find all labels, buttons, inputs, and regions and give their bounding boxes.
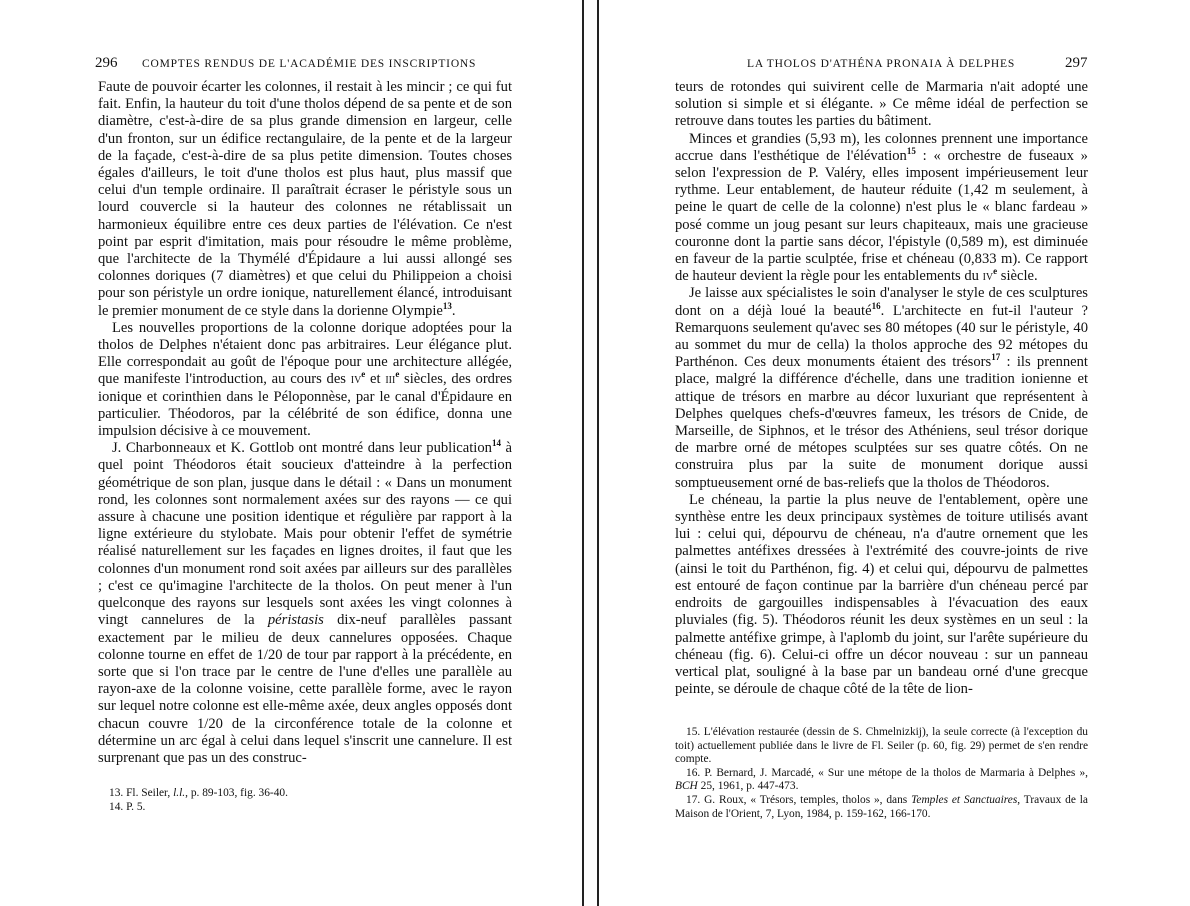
footnote: 13. Fl. Seiler, l.l., p. 89-103, fig. 36-40. [109, 787, 288, 799]
paragraph: J. Charbonneaux et K. Gottlob ont montré dans leur publication$^{14}$ à quel point Théodoros était soucieux d'atteindre à la perfection géométrique de son plan, jusque dans le détail : « Dans un monument rond, les colonnes sont normalement axées sur des rayons — ce qui assure à chacune une position identique et régulière par rapport à la ligne extérieure du stylobate. Mais pour obtenir l'effet de symétrie réalisé naturellement sur les façades en lignes droites, il faut que les colonnes d'un monument rond soit axées par ailleurs sur des parallèles ; c'est ce qu'imagine l'architecte de la tholos. On peut mener à l'un quelconque des rayons sur lesquels sont axées les vingt colonnes à vingt cannelures de la péristasis dix-neuf parallèles passant exactement par le milieu de deux cannelures opposées. Chaque colonne tourne en effet de 1/20 de tour par rapport à la précédente, en sorte que si l'on trace par le centre de l'une d'elles une parallèle au rayon-axe de la colonne voisine, cette parallèle forme, avec le rayon sur lequel notre colonne est elle-même axée, deux angles opposés dont chacun couvre 1/20 de la circonférence totale de la colonne et détermine un arc égal à celui dans lequel s'inscrit une cannelure. Il est surprenant que pas un des construc- [98, 438, 512, 766]
page-number: 297 [1065, 55, 1088, 71]
page-number: 296 [95, 55, 118, 71]
paragraph: Le chéneau, la partie la plus neuve de l'entablement, opère une synthèse entre les deux principaux systèmes de toiture utilisés avant lui : celui qui, dépourvu de chéneau, n'a d'autre ornement que les palmettes antéfixes dressées à l'extrémité des couvre-joints de rive (ainsi le toit du Parthénon, fig. 4) et celui qui, dépourvu de palmettes est entouré de façon continue par la barrière d'un chéneau percé par endroits de gargouilles indispensables à l'évacuation des eaux pluviales (fig. 5). Théodoros réunit les deux systèmes en un seul : la palmette antéfixe grimpe, à l'aplomb du joint, sur l'arête supérieure du chéneau (fig. 6). Celui-ci offre un décor nouveau : sur un panneau vertical plat, souligné à la base par un bandeau orné d'une grecque peinte, se déroule de chaque côté de la tête de lion- [675, 491, 1088, 698]
gutter-divider [597, 0, 599, 906]
footnote: 15. L'élévation restaurée (dessin de S. Chmelnizkij), la seule correcte (à l'exception du toit) actuellement publiée dans le livre de Fl. Seiler (p. 60, fig. 29) permet de s'en rendre compte. [675, 726, 1088, 766]
footnote: 14. P. 5. [109, 800, 146, 813]
paragraph: Minces et grandies (5,93 m), les colonnes prennent une importance accrue dans l'esthétique de l'élévation$^{15}$ : « orchestre de fuseaux » selon l'expression de P. Valéry, elles imposent impérieusement leur rythme. Leur entablement, de hauteur réduite (1,42 m seulement, à peine le quart de celle de la colonne) n'est plus le « blanc fardeau » posé comme un joug pesant sur leurs chapiteaux, mais une gracieuse couronne dont la partie sans décor, l'épistyle (0,589 m), est diminuée en faveur de la partie sculptée, frise et chéneau (0,833 m). Ce rapport de hauteur devient la règle pour les entablements du $iv^e$ siècle. [675, 130, 1088, 285]
body-text [98, 79, 512, 767]
paragraph: Faute de pouvoir écarter les colonnes, il restait à les mincir ; ce qui fut fait. Enfin, la hauteur du toit d'une tholos dépend de sa pente et de son diamètre, c'est-à-dire de sa plus grande dimension en largeur, celle d'un fronton, sur un édifice rectangulaire, de la pente et de la largeur de la façade, c'est-à-dire de sa plus petite dimension. Toutes choses égales d'ailleurs, le toit d'une tholos est plus haut, plus massif que celui d'un temple ordinaire. Il paraîtrait écraser le péristyle sous un lourd couvercle si la hauteur des colonnes ne rétablissait un harmonieux équilibre entre ces deux parties de l'élévation. Ce n'est point par esprit d'imitation, mais pour résoudre le même problème, que l'architecte de la Thymélé d'Épidaure a lui aussi allongé ses colonnes doriques (7 diamètres) et que celui du Philippeion a choisi pour son péristyle un ordre ionique, naturellement élancé, introduisant le premier monument de ce style dans la dorienne Olympie$^{13}$. [98, 79, 512, 319]
footnote: 16. P. Bernard, J. Marcadé, « Sur une métope de la tholos de Marmaria à Delphes », BCH 25, 1961, p. 447-473. [675, 766, 1088, 793]
running-head: COMPTES RENDUS DE L'ACADÉMIE DES INSCRIPTIONS [142, 58, 477, 70]
gutter-divider [582, 0, 584, 906]
left-page [0, 0, 582, 906]
paragraph: teurs de rotondes qui suivirent celle de Marmaria n'ait adopté une solution si simple et si élégante. » Ce même idéal de perfection se retrouve dans toutes les parties du bâtiment. [675, 79, 1088, 130]
footnote: 17. G. Roux, « Trésors, temples, tholos », dans Temples et Sanctuaires, Travaux de la Maison de l'Orient, 7, Lyon, 1984, p. 159-162, 166-170. [675, 793, 1088, 820]
paragraph: Je laisse aux spécialistes le soin d'analyser le style de ces sculptures dont on a déjà loué la beauté$^{16}$. L'architecte en fut-il l'auteur ? Remarquons seulement qu'avec ses 80 métopes (40 sur le péristyle, 40 au sommet du mur de cella) la tholos approche des 92 métopes du Parthénon. Ces deux monuments étaient des trésors$^{17}$ : ils prennent place, malgré la différence d'échelle, dans une tradition ionienne et attique de trésors en marbre au décor luxuriant que représentent à Delphes quelques chefs-d'œuvres fameux, les trésors de Cnide, de Marseille, de Siphnos, et le trésor des Athéniens, seul trésor dorique de marbre orné de métopes sculptées sur ses quatre côtés. On ne construira plus par la suite de monument dorique aussi somptueusement orné de bas-reliefs que la tholos de Théodoros. [675, 285, 1088, 491]
footnotes [675, 726, 1088, 821]
body-text [675, 79, 1088, 698]
running-head: LA THOLOS D'ATHÉNA PRONAIA À DELPHES [747, 58, 1016, 70]
paragraph: Les nouvelles proportions de la colonne dorique adoptées pour la tholos de Delphes n'étaient donc pas arbitraires. Leur élégance plut. Elle correspondait au goût de l'époque pour une architecture allégée, que manifeste l'introduction, au cours des $iv^e$ et iii$^e$ siècles, des ordres ionique et corinthien dans le Péloponnèse, par le canal d'Épidaure en particulier. Théodoros, par la célébrité de son édifice, donna une impulsion décisive à ce mouvement. [98, 319, 512, 440]
right-page [601, 0, 1190, 906]
footnotes [98, 787, 512, 814]
